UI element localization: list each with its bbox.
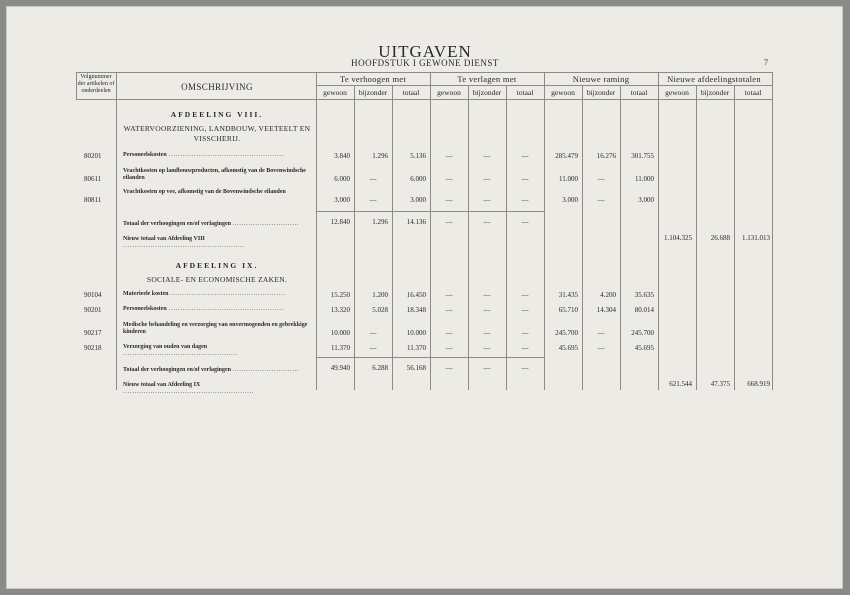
value-cell: — xyxy=(597,329,605,337)
value-cell: 3.000 xyxy=(334,196,350,204)
value-cell: 16.450 xyxy=(406,291,426,299)
value-cell: 10.000 xyxy=(406,329,426,337)
value-cell: — xyxy=(483,175,491,183)
value-cell: — xyxy=(483,152,491,160)
article-code: 90104 xyxy=(84,291,102,299)
value-cell: — xyxy=(445,329,453,337)
value-cell: — xyxy=(445,196,453,204)
subcolumn-header: gewoon xyxy=(437,88,461,97)
row-description-text: Vrachtkosten op vee, afkomstig van de Bovenwindsche eilanden xyxy=(123,189,286,195)
value-cell: — xyxy=(483,306,491,314)
value-cell: — xyxy=(597,175,605,183)
value-cell: — xyxy=(597,344,605,352)
value-cell: — xyxy=(369,196,377,204)
row-description-text: Personeelskosten xyxy=(123,152,167,158)
row-description xyxy=(123,344,311,358)
value-cell: 6.000 xyxy=(410,175,426,183)
value-cell: 6.000 xyxy=(334,175,350,183)
value-cell: 56.168 xyxy=(406,364,426,372)
value-cell: 15.250 xyxy=(330,291,350,299)
value-cell: — xyxy=(521,291,529,299)
value-cell: — xyxy=(483,196,491,204)
value-cell: 245.700 xyxy=(555,329,578,337)
group-header-new-totals: Nieuwe afdeelingstotalen xyxy=(667,74,761,84)
value-cell: 11.000 xyxy=(559,175,578,183)
row-description xyxy=(123,322,311,336)
section-9-new-total-label: Nieuw totaal van Afdeeling IX ......................................................... xyxy=(123,382,255,395)
value-cell: — xyxy=(445,291,453,299)
value-cell: — xyxy=(521,329,529,337)
article-code: 80811 xyxy=(84,196,102,204)
value-cell: — xyxy=(521,196,529,204)
subcolumn-header: gewoon xyxy=(323,88,347,97)
leader-dots: .................................................. xyxy=(123,351,238,357)
group-header-new-estimate: Nieuwe raming xyxy=(572,74,630,84)
value-cell: 668.919 xyxy=(747,380,770,388)
article-code: 90201 xyxy=(84,306,102,314)
value-cell: — xyxy=(521,306,529,314)
article-code: 90217 xyxy=(84,329,102,337)
section-8-total-label: Totaal der verhoogingen en/of verlagingen ............................. xyxy=(123,221,300,227)
row-description xyxy=(123,291,311,298)
value-cell: 14.304 xyxy=(596,306,616,314)
row-description-text: Materieele kosten xyxy=(123,291,169,297)
column-rule xyxy=(772,72,773,390)
value-cell: — xyxy=(483,291,491,299)
value-cell: — xyxy=(369,344,377,352)
subcolumn-header: bijzonder xyxy=(700,88,730,97)
value-cell: — xyxy=(369,329,377,337)
article-code: 80611 xyxy=(84,175,102,183)
value-cell: 11.000 xyxy=(635,175,654,183)
value-cell: 1.296 xyxy=(372,218,388,226)
value-cell: — xyxy=(521,152,529,160)
subcolumn-header: bijzonder xyxy=(472,88,502,97)
value-cell: 12.840 xyxy=(330,218,350,226)
value-cell: 3.000 xyxy=(410,196,426,204)
value-cell: 47.375 xyxy=(710,380,730,388)
value-cell: 11.370 xyxy=(331,344,350,352)
subcolumn-header: gewoon xyxy=(551,88,575,97)
column-rule xyxy=(430,72,431,390)
column-rule xyxy=(316,72,317,390)
section-9-total-label: Totaal der verhoogingen en/of verlagingen ............................. xyxy=(123,367,300,373)
subcolumn-header: totaal xyxy=(516,88,534,97)
subcolumn-header: bijzonder xyxy=(586,88,616,97)
leader-dots: .................................................. xyxy=(166,306,284,312)
subcolumn-header: bijzonder xyxy=(358,88,388,97)
value-cell: — xyxy=(445,152,453,160)
value-cell: — xyxy=(521,364,529,372)
article-code: 90218 xyxy=(84,344,102,352)
subcolumn-header: totaal xyxy=(630,88,648,97)
value-cell: — xyxy=(483,329,491,337)
value-cell: — xyxy=(369,175,377,183)
value-cell: 1.200 xyxy=(372,291,388,299)
value-cell: 10.000 xyxy=(330,329,350,337)
group-header-increase: Te verhoogen met xyxy=(339,74,407,84)
code-column-rule xyxy=(116,72,117,390)
value-cell: 35.635 xyxy=(634,291,654,299)
value-cell: — xyxy=(521,218,529,226)
value-cell: 80.014 xyxy=(634,306,654,314)
row-description-text: Vrachtkosten op landbouwproducten, afkomstig van de Bovenwindsche eilanden xyxy=(123,168,306,181)
value-cell: 18.348 xyxy=(406,306,426,314)
value-cell: — xyxy=(445,344,453,352)
value-cell: — xyxy=(445,175,453,183)
value-cell: — xyxy=(445,306,453,314)
section-8-new-total-label: Nieuw totaal van Afdeeling VIII ..................................................... xyxy=(123,236,245,249)
row-description-text: Medische behandeling en verzorging van onvermogenden en gebrekkige kinderen xyxy=(123,322,308,335)
value-cell: 4.200 xyxy=(600,291,616,299)
page-subtitle: HOOFDSTUK I GEWONE DIENST xyxy=(351,58,499,68)
column-rule xyxy=(658,72,659,390)
value-cell: 621.544 xyxy=(669,380,692,388)
value-cell: 245.700 xyxy=(631,329,654,337)
table-top-rule xyxy=(76,72,772,73)
value-cell: — xyxy=(521,344,529,352)
value-cell: 6.288 xyxy=(372,364,388,372)
row-description xyxy=(123,189,311,196)
section-8-subtitle: WATERVOORZIENING, LANDBOUW, VEETEELT EN VISSCHERIJ. xyxy=(123,124,311,143)
value-cell: 45.695 xyxy=(558,344,578,352)
value-cell: — xyxy=(483,364,491,372)
row-description xyxy=(123,168,311,182)
value-cell: 3.840 xyxy=(334,152,350,160)
subcolumn-header: totaal xyxy=(402,88,420,97)
value-cell: — xyxy=(597,196,605,204)
subcolumn-header: totaal xyxy=(744,88,762,97)
value-cell: 301.755 xyxy=(631,152,654,160)
value-cell: 285.479 xyxy=(555,152,578,160)
value-cell: 5.136 xyxy=(410,152,426,160)
value-cell: — xyxy=(483,218,491,226)
value-cell: 49.940 xyxy=(330,364,350,372)
value-cell: 11.370 xyxy=(407,344,426,352)
value-cell: 31.435 xyxy=(558,291,578,299)
value-cell: 1.131.013 xyxy=(742,234,770,242)
value-cell: — xyxy=(445,218,453,226)
value-cell: 5.028 xyxy=(372,306,388,314)
value-cell: 1.296 xyxy=(372,152,388,160)
value-cell: 13.320 xyxy=(330,306,350,314)
value-cell: 65.710 xyxy=(558,306,578,314)
leader-dots: .................................................. xyxy=(168,291,286,297)
value-cell: — xyxy=(521,175,529,183)
value-cell: 45.695 xyxy=(634,344,654,352)
description-header: OMSCHRIJVING xyxy=(181,82,253,92)
value-cell: 16.276 xyxy=(596,152,616,160)
section-9-title: AFDEELING IX. xyxy=(175,261,259,270)
value-cell: 3.000 xyxy=(638,196,654,204)
value-cell: — xyxy=(445,364,453,372)
leader-dots: .................................................. xyxy=(166,152,284,158)
header-bottom-rule xyxy=(76,99,772,100)
value-cell: 3.000 xyxy=(562,196,578,204)
group-header-decrease: Te verlagen met xyxy=(457,74,517,84)
row-description xyxy=(123,306,311,313)
row-description-text: Personeelskosten xyxy=(123,306,167,312)
article-number-header: Volgnummer der artikelen of onderdeelen xyxy=(77,74,115,94)
article-code: 80201 xyxy=(84,152,102,160)
page-title: UITGAVEN xyxy=(378,42,472,61)
column-rule xyxy=(544,72,545,390)
value-cell: 26.688 xyxy=(710,234,730,242)
subcolumn-header: gewoon xyxy=(665,88,689,97)
row-description-text: Verzorging van ouden van dagen xyxy=(123,344,208,350)
value-cell: 14.136 xyxy=(406,218,426,226)
value-cell: 1.104.325 xyxy=(664,234,692,242)
row-description xyxy=(123,152,311,159)
section-9-subtitle: SOCIALE- EN ECONOMISCHE ZAKEN. xyxy=(146,275,288,284)
value-cell: — xyxy=(483,344,491,352)
page-number: 7 xyxy=(764,58,768,67)
section-8-title: AFDEELING VIII. xyxy=(170,110,264,119)
